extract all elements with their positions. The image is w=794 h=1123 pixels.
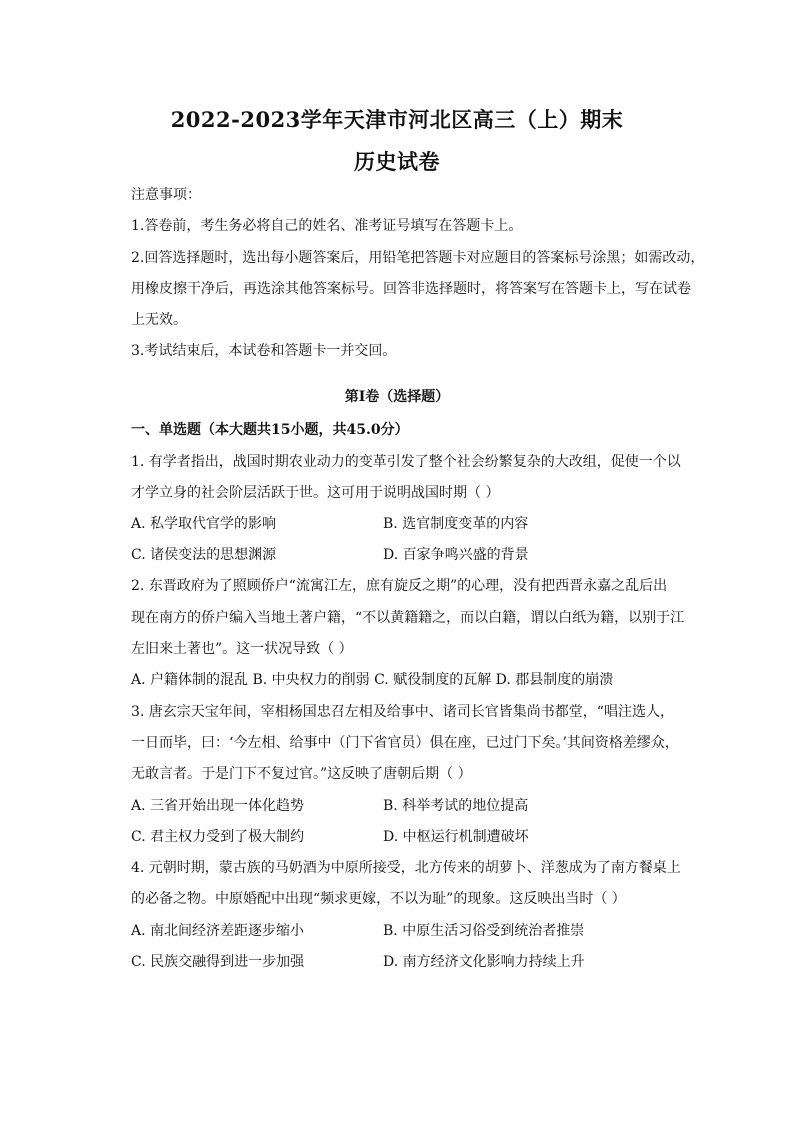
question-text: 左旧来土著也”。这一状况导致（ ） xyxy=(131,641,353,657)
option-c[interactable]: C. 诸侯变法的思想渊源 xyxy=(131,547,277,563)
notice-line: 用橡皮擦干净后，再选涂其他答案标号。回答非选择题时，将答案写在答题卡上，写在试卷 xyxy=(131,281,691,297)
notice-line: 2.回答选择题时，选出每小题答案后，用铅笔把答题卡对应题目的答案标号涂黑；如需改动， xyxy=(131,250,705,266)
notice-line: 3.考试结束后，本试卷和答题卡一并交回。 xyxy=(131,343,397,359)
option-a[interactable]: A. 三省开始出现一体化趋势 xyxy=(131,798,305,814)
question-text: 3. 唐玄宗天宝年间，宰相杨国忠召左相及给事中、诸司长官皆集尚书都堂，“唱注选人， xyxy=(131,704,674,720)
options-inline[interactable]: A. 户籍体制的混乱 B. 中央权力的削弱 C. 赋役制度的瓦解 D. 郡县制度的崩溃 xyxy=(131,672,614,688)
question-text: 的必备之物。中原婚配中出现“频求更嫁，不以为耻”的现象。这反映出当时（ ） xyxy=(131,891,626,907)
option-d[interactable]: D. 南方经济文化影响力持续上升 xyxy=(383,954,585,970)
question-text: 才学立身的社会阶层活跃于世。这可用于说明战国时期（ ） xyxy=(131,485,500,501)
question-text: 现在南方的侨户编入当地土著户籍，“不以黄籍籍之，而以白籍，谓以白纸为籍，以别于江 xyxy=(131,610,685,626)
option-b[interactable]: B. 选官制度变革的内容 xyxy=(383,516,529,532)
exam-title: 2022-2023学年天津市河北区高三（上）期末 xyxy=(170,107,624,132)
option-c[interactable]: C. 君主权力受到了极大制约 xyxy=(131,829,305,845)
part-heading: 一、单选题（本大题共15小题，共45.0分） xyxy=(131,422,409,438)
option-d[interactable]: D. 中枢运行机制遭破坏 xyxy=(383,829,529,845)
option-a[interactable]: A. 私学取代官学的影响 xyxy=(131,516,277,532)
question-text: 2. 东晋政府为了照顾侨户“流寓江左，庶有旋反之期”的心理，没有把西晋永嘉之乱后出 xyxy=(131,578,668,594)
option-d[interactable]: D. 百家争鸣兴盛的背景 xyxy=(383,547,529,563)
section-title: 第Ⅰ卷（选择题） xyxy=(344,389,450,405)
option-c[interactable]: C. 民族交融得到进一步加强 xyxy=(131,954,305,970)
question-text: 4. 元朝时期，蒙古族的马奶酒为中原所接受，北方传来的胡萝卜、洋葱成为了南方餐桌上 xyxy=(131,860,681,876)
question-text: 1. 有学者指出，战国时期农业动力的变革引发了整个社会纷繁复杂的大改组，促使一个以 xyxy=(131,454,681,470)
notice-line: 1.答卷前，考生务必将自己的姓名、准考证号填写在答题卡上。 xyxy=(131,218,523,234)
option-b[interactable]: B. 科举考试的地位提高 xyxy=(383,798,529,814)
option-a[interactable]: A. 南北间经济差距逐步缩小 xyxy=(131,923,305,939)
notice-line: 上无效。 xyxy=(131,312,187,328)
notice-heading: 注意事项： xyxy=(131,187,201,203)
option-b[interactable]: B. 中原生活习俗受到统治者推崇 xyxy=(383,923,585,939)
question-text: 一日而毕，曰：‘今左相、给事中（门下省官员）俱在座，已过门下矣。’其间资格差缪众， xyxy=(131,735,679,751)
question-text: 无敢言者。于是门下不复过官。”这反映了唐朝后期（ ） xyxy=(131,766,472,782)
exam-subject: 历史试卷 xyxy=(354,149,440,174)
